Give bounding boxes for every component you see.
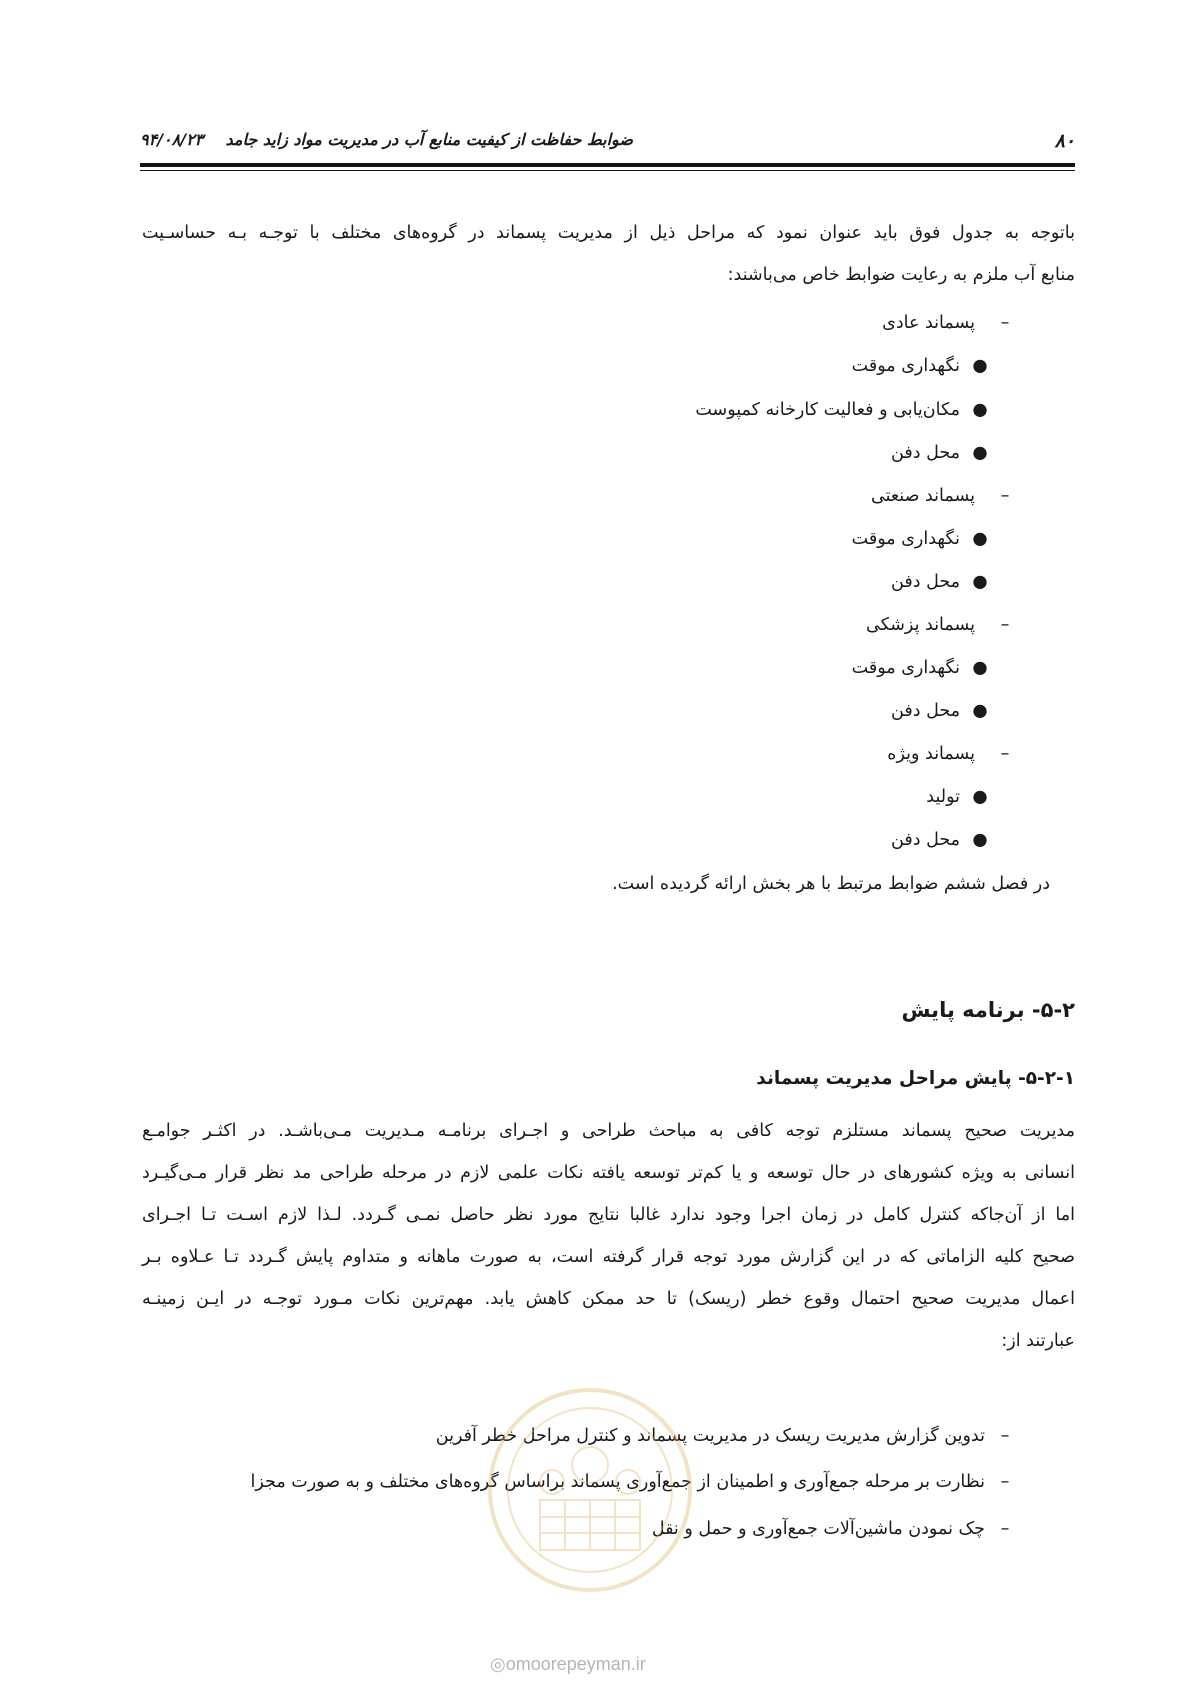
header-rule-thick xyxy=(140,163,1075,167)
body-line: اما از آن‌جاکه کنترل کامل در زمان اجرا وجود ندارد غالبا نتایج مورد نظر حاصل نمـی گـردد. لـذا لازم اسـت تـا اجـرای xyxy=(142,1205,1075,1225)
list-item-label: محل دفن xyxy=(891,572,960,592)
group-label: پسماند صنعتی xyxy=(870,486,975,506)
list-item-label: محل دفن xyxy=(891,443,960,463)
list-item xyxy=(0,776,1190,818)
page-header xyxy=(140,130,1075,156)
closing-text: در فصل ششم ضوابط مرتبط با هر بخش ارائه گردیده است. xyxy=(612,874,1050,894)
dash-marker: – xyxy=(1000,486,1010,506)
body-line: انسانی به ویژه کشورهای در حال توسعه و یا کم‌تر توسعه یافته نکات علمی لازم در مرحله طراحی مد نظر قرار مـی‌گیـرد xyxy=(142,1163,1075,1183)
group-label: پسماند ویژه xyxy=(887,744,975,764)
dash-marker: – xyxy=(1000,313,1010,333)
list-item-label: محل دفن xyxy=(891,701,960,721)
dash-list-label: چک نمودن ماشین‌آلات جمع‌آوری و حمل و نقل xyxy=(651,1519,985,1539)
dash-marker: – xyxy=(1000,1519,1010,1539)
dash-marker: – xyxy=(1000,1472,1010,1492)
closing-sentence xyxy=(0,863,1190,905)
intro-line: باتوجه به جدول فوق باید عنوان نمود که مراحل ذیل از مدیریت پسماند در گروه‌های مختلف با توجـه بـه حساسـیت xyxy=(142,223,1075,243)
list-item-label: محل دفن xyxy=(891,830,960,850)
bullet-icon: ● xyxy=(972,830,988,850)
watermark-seal-icon xyxy=(470,1370,710,1610)
bullet-icon: ● xyxy=(972,356,988,376)
body-line: اعمال مدیریت صحیح احتمال وقوع خطر (ریسک) تا حد ممکن کاهش یابد. مهم‌ترین نکات مـورد توجـه در ایـن زمینـه xyxy=(142,1289,1075,1309)
page-number: ۸۰ xyxy=(1054,130,1075,152)
body-line: صحیح کلیه الزاماتی که در این گزارش مورد توجه قرار گرفته است، به صورت ماهانه و متداوم پایش گـردد تـا عـلاوه بـر xyxy=(142,1247,1075,1267)
bullet-icon: ● xyxy=(972,572,988,592)
header-title: ضوابط حفاظت از کیفیت منابع آب در مدیریت مواد زاید جامد xyxy=(225,130,633,149)
bullet-icon: ● xyxy=(972,658,988,678)
dash-list-label: نظارت بر مرحله جمع‌آوری و اطمینان از جمع‌آوری پسماند براساس گروه‌های مختلف و به صورت مجزا xyxy=(250,1472,985,1492)
list-item xyxy=(0,647,1190,689)
dash-marker: – xyxy=(1000,615,1010,635)
watermark-site: omoorepeyman.ir xyxy=(505,1654,646,1674)
subsection-heading: ۵-۲-۱- پایش مراحل مدیریت پسماند xyxy=(756,1068,1075,1089)
list-item xyxy=(0,819,1190,861)
bullet-icon: ● xyxy=(972,701,988,721)
bullet-icon: ● xyxy=(972,400,988,420)
bullet-icon: ● xyxy=(972,443,988,463)
list-item xyxy=(0,518,1190,560)
body-line: مدیریت صحیح پسماند مستلزم توجه کافی به مباحث طراحی و اجـرای برنامـه مـدیریت مـی‌باشـد. در اکثـر جوامـع xyxy=(142,1121,1075,1141)
list-item xyxy=(0,389,1190,431)
group-label: پسماند پزشکی xyxy=(866,615,975,635)
list-item-label: نگهداری موقت xyxy=(851,356,960,376)
list-group-heading xyxy=(0,604,1190,646)
list-item-label: نگهداری موقت xyxy=(851,658,960,678)
running-title xyxy=(140,130,633,149)
dash-marker: – xyxy=(1000,1426,1010,1446)
body-paragraph xyxy=(142,1110,1075,1362)
bullet-icon: ● xyxy=(972,529,988,549)
section-heading: ۵-۲- برنامه پایش xyxy=(901,998,1075,1022)
list-item-label: نگهداری موقت xyxy=(851,529,960,549)
header-rule-thin xyxy=(140,170,1075,171)
list-group-heading xyxy=(0,733,1190,775)
intro-paragraph xyxy=(142,212,1075,296)
dash-marker: – xyxy=(1000,744,1010,764)
watermark-url: ◎omoorepeyman.ir xyxy=(490,1654,646,1674)
intro-line: منابع آب ملزم به رعایت ضوابط خاص می‌باشند: xyxy=(727,265,1075,285)
bullet-icon: ● xyxy=(972,787,988,807)
header-date: ۹۴/۰۸/۲۳ xyxy=(140,130,204,149)
body-line: عبارتند از: xyxy=(1001,1331,1075,1351)
list-item xyxy=(0,561,1190,603)
list-item xyxy=(0,345,1190,387)
list-group-heading xyxy=(0,302,1190,344)
list-item-label: مکان‌یابی و فعالیت کارخانه کمپوست xyxy=(695,400,960,420)
group-label: پسماند عادی xyxy=(882,313,975,333)
dash-list-label: تدوین گزارش مدیریت ریسک در مدیریت پسماند و کنترل مراحل خطر آفرین xyxy=(435,1426,985,1446)
list-item xyxy=(0,690,1190,732)
list-item-label: تولید xyxy=(926,787,960,807)
list-group-heading xyxy=(0,475,1190,517)
list-item xyxy=(0,432,1190,474)
